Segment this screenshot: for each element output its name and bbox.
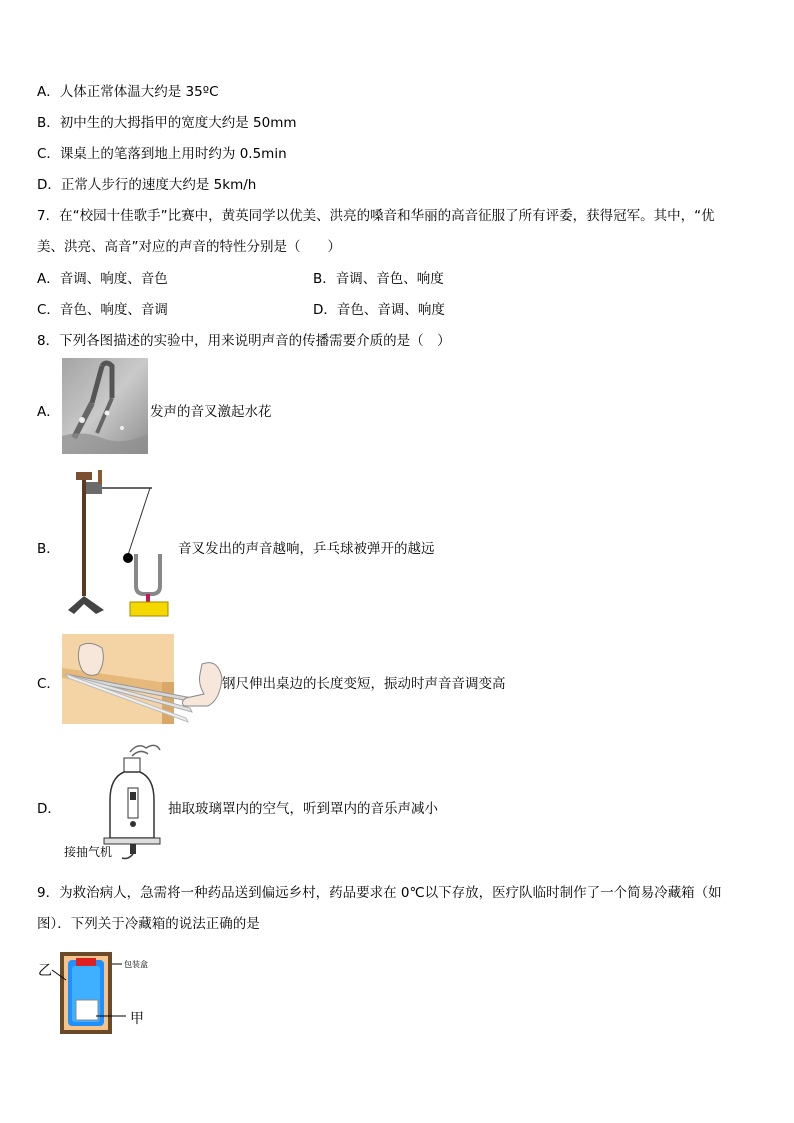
q8-stem: 8．下列各图描述的实验中，用来说明声音的传播需要介质的是（ ） [37,333,451,349]
q8-option-b-caption: 音叉发出的声音越响，乒乓球被弹开的越远 [178,541,435,557]
q6-option-a: A．人体正常体温大约是 35ºC [37,84,219,100]
q8-option-c-label: C． [37,676,60,692]
q9-label-jia: 甲 [130,1011,144,1027]
q9-label-yi: 乙 [38,963,52,979]
q8-option-b-label: B． [37,541,60,557]
q9-label-pkg: 包装盒 [124,960,148,969]
q7-option-b: B．音调、音色、响度 [313,271,444,287]
q7-option-a: A．音调、响度、音色 [37,271,168,287]
q8-option-c-caption: 钢尺伸出桌边的长度变短，振动时声音音调变高 [222,676,506,692]
q6-option-b: B．初中生的大拇指甲的宽度大约是 50mm [37,115,297,131]
cold-storage-box-image [40,950,170,1038]
tuning-fork-water-image [62,358,148,454]
q8-option-d-caption: 抽取玻璃罩内的空气，听到罩内的音乐声减小 [168,801,438,817]
q8-option-a-label: A． [37,404,60,420]
q7-stem-line1: 7．在“校园十佳歌手”比赛中，黄英同学以优美、洪亮的嗓音和华丽的高音征服了所有评委，获得冠军。其中，“优 [37,208,715,224]
q8-option-a-caption: 发声的音叉激起水花 [150,404,272,420]
q6-option-d: D．正常人步行的速度大约是 5km/h [37,177,257,193]
q6-option-c: C．课桌上的笔落到地上用时约为 0.5min [37,146,287,162]
q8-option-d-label: D． [37,801,61,817]
q7-stem-line2: 美、洪亮、高音”对应的声音的特性分别是（ ） [37,239,341,255]
pendulum-tuning-fork-image [64,462,176,622]
q8-vacuum-pump-label: 接抽气机 [64,845,113,859]
steel-ruler-desk-image [62,634,224,724]
q7-option-d: D．音色、音调、响度 [313,302,445,318]
q9-stem-line2: 图）．下列关于冷藏箱的说法正确的是 [37,916,260,932]
q7-option-c: C．音色、响度、音调 [37,302,168,318]
q9-stem-line1: 9．为救治病人，急需将一种药品送到偏远乡村，药品要求在 0℃以下存放，医疗队临时制作了一个简易冷藏箱（如 [37,885,722,901]
